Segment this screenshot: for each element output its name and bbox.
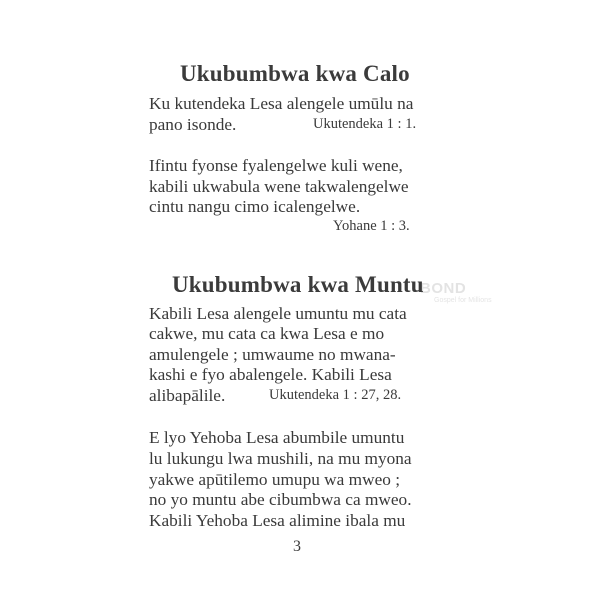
text-line: cakwe, mu cata ca kwa Lesa e mo	[149, 324, 385, 343]
text-line: no yo muntu abe cibumbwa ca mweo.	[149, 490, 412, 509]
text-line: lu lukungu lwa mushili, na mu myona	[149, 449, 412, 468]
section-heading-creation-of-world: Ukubumbwa kwa Calo	[180, 61, 410, 86]
text-line: Kabili Lesa alengele umuntu mu cata	[149, 304, 407, 323]
text-line: Kabili Yehoba Lesa alimine ibala mu	[149, 511, 406, 530]
section-heading-creation-of-man: Ukubumbwa kwa Muntu	[172, 272, 424, 297]
text-line: Ku kutendeka Lesa alengele umūlu na	[149, 94, 414, 113]
text-line: pano isonde.	[149, 115, 237, 134]
text-line: cintu nangu cimo icalengelwe.	[149, 197, 361, 216]
watermark-logo	[420, 280, 492, 304]
page-number: 3	[293, 538, 301, 555]
text-line: yakwe apūtilemo umupu wa mweo ;	[149, 470, 401, 489]
text-line: amulengele ; umwaume no mwana-	[149, 345, 396, 364]
text-line: kabili ukwabula wene takwalengelwe	[149, 177, 409, 196]
text-line: Ifintu fyonse fyalengelwe kuli wene,	[149, 156, 403, 175]
scripture-reference: Yohane 1 : 3.	[333, 218, 410, 234]
watermark-tagline: Gospel for Millions	[434, 297, 492, 304]
scripture-reference: Ukutendeka 1 : 1.	[313, 116, 417, 132]
text-line: alibapālile.	[149, 386, 226, 405]
watermark-brand: BOND	[420, 280, 467, 297]
scripture-reference: Ukutendeka 1 : 27, 28.	[269, 387, 402, 403]
text-line: kashi e fyo abalengele. Kabili Lesa	[149, 365, 392, 384]
text-line: E lyo Yehoba Lesa abumbile umuntu	[149, 428, 405, 447]
